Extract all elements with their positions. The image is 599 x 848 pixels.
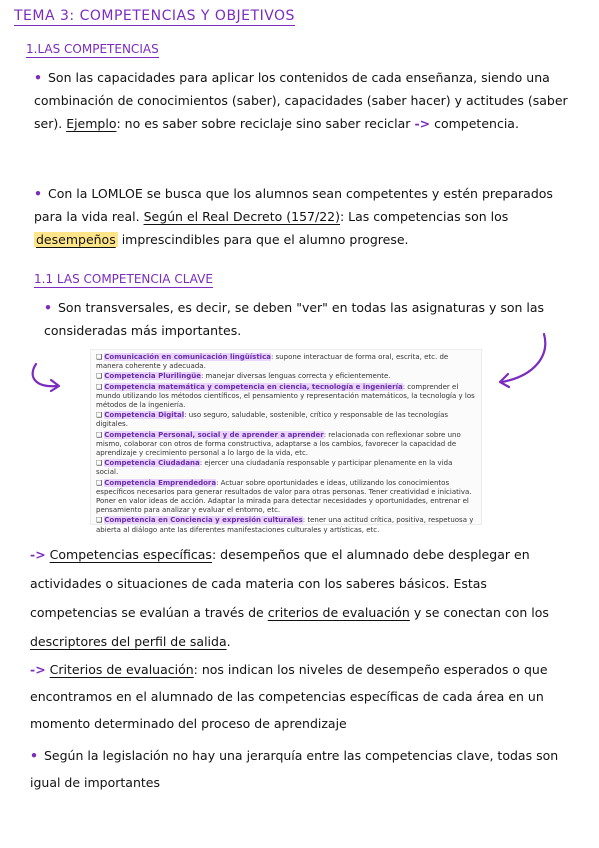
arrow-icon: -> [414,116,431,131]
bullet-icon: • [34,70,42,85]
example-label: Ejemplo [66,116,117,131]
competence-item: ❑ Competencia en Conciencia y expresión culturales: tener una actitud crítica, positiva, respetuosa y abierta al diálogo ante las diferentes manifestaciones culturales y artísticas, etc. [96,516,474,534]
definition-paragraph: • Son las capacidades para aplicar los contenidos de cada enseñanza, siendo una combinación de conocimientos (saber), capacidades (saber hacer) y actitudes (saber ser). Ejemplo: no es saber sobre reciclaje sino saber reciclar -> competencia. [34,70,568,131]
criteria-paragraph: -> Criterios de evaluación: nos indican los niveles de desempeño esperados o que encontramos en el alumnado de las competencias específicas de cada área en un momento determinado del proceso de aprendizaje [30,662,548,731]
arrow-icon: -> [30,662,46,677]
curved-arrow-right-icon [492,330,556,390]
competence-item: ❑ Competencia Personal, social y de aprender a aprender: relacionada con reflexionar sobre uno mismo, colaborar con otros de forma constructiva, adaptarse a los cambios, favorecer la capacidad de aprendizaje y crecimiento personal a lo largo de la vida, etc. [96,430,461,458]
competence-item: ❑ Comunicación en comunicación lingüística: supone interactuar de forma oral, escrita, etc. de manera coherente y adecuada. [96,353,449,371]
transversal-paragraph: • Son transversales, es decir, se deben "ver" en todas las asignaturas y son las consideradas más importantes. [44,300,545,338]
bullet-icon: • [34,186,42,201]
competence-item: ❑ Competencia Emprendedora: Actuar sobre oportunidades e ideas, utilizando los conocimientos específicos necesarios para generar resultados de valor para otras personas. Tener creatividad e iniciativa. Poner en valor ideas de acción. Adaptar la mirada para detectar necesidades y oportunidades, entrenar el pensamiento para analizar y evaluar el entorno, etc. [96,478,472,515]
curved-arrow-left-icon [26,358,86,394]
section-1-1-heading: 1.1 LAS COMPETENCIA CLAVE [34,272,213,286]
competence-item: ❑ Competencia Digital: uso seguro, saludable, sostenible, crítico y responsable de las tecnologías digitales. [96,411,449,429]
bullet-icon: • [30,748,38,763]
criteria-link-text: criterios de evaluación [267,605,410,620]
highlighted-term: desempeños [36,232,116,247]
specific-competences-term: Competencias específicas [49,547,212,562]
key-competences-image [90,349,482,534]
specific-competences-paragraph: -> Competencias específicas: desempeños que el alumnado debe desplegar en actividades o situaciones de cada materia con los saberes básicos. Estas competencias se evalúan a través de criterios de evaluación y se conectan con los descriptores del perfil de salida. [30,547,549,649]
page-title: TEMA 3: COMPETENCIAS Y OBJETIVOS [14,8,295,24]
criteria-term: Criterios de evaluación [49,662,194,677]
bullet-icon: • [44,300,52,315]
descriptors-text: descriptores del perfil de salida [30,634,227,649]
competence-item: ❑ Competencia matemática y competencia en ciencia, tecnología e ingeniería: comprender el mundo utilizando los métodos científicos, el pensamiento y representación matemáticos, la tecnología y los métodos de la ingeniería. [96,382,475,410]
hierarchy-paragraph: • Según la legislación no hay una jerarquía entre las competencias clave, todas son igual de importantes [30,748,559,790]
section-1-heading: 1.LAS COMPETENCIAS [26,42,159,56]
competence-item: ❑ Competencia Plurilingüe: manejar diversas lenguas correcta y eficientemente. [96,372,391,381]
lomloe-paragraph: • Con la LOMLOE se busca que los alumnos sean competentes y estén preparados para la vida real. Según el Real Decreto (157/22): Las competencias son los desempeños imprescindibles para que el alumno progrese. [34,186,553,247]
competence-item: ❑ Competencia Ciudadana: ejercer una ciudadanía responsable y participar plenamente en la vida social. [96,459,453,477]
decree-reference: Según el Real Decreto (157/22) [143,209,340,224]
arrow-icon: -> [30,547,46,562]
